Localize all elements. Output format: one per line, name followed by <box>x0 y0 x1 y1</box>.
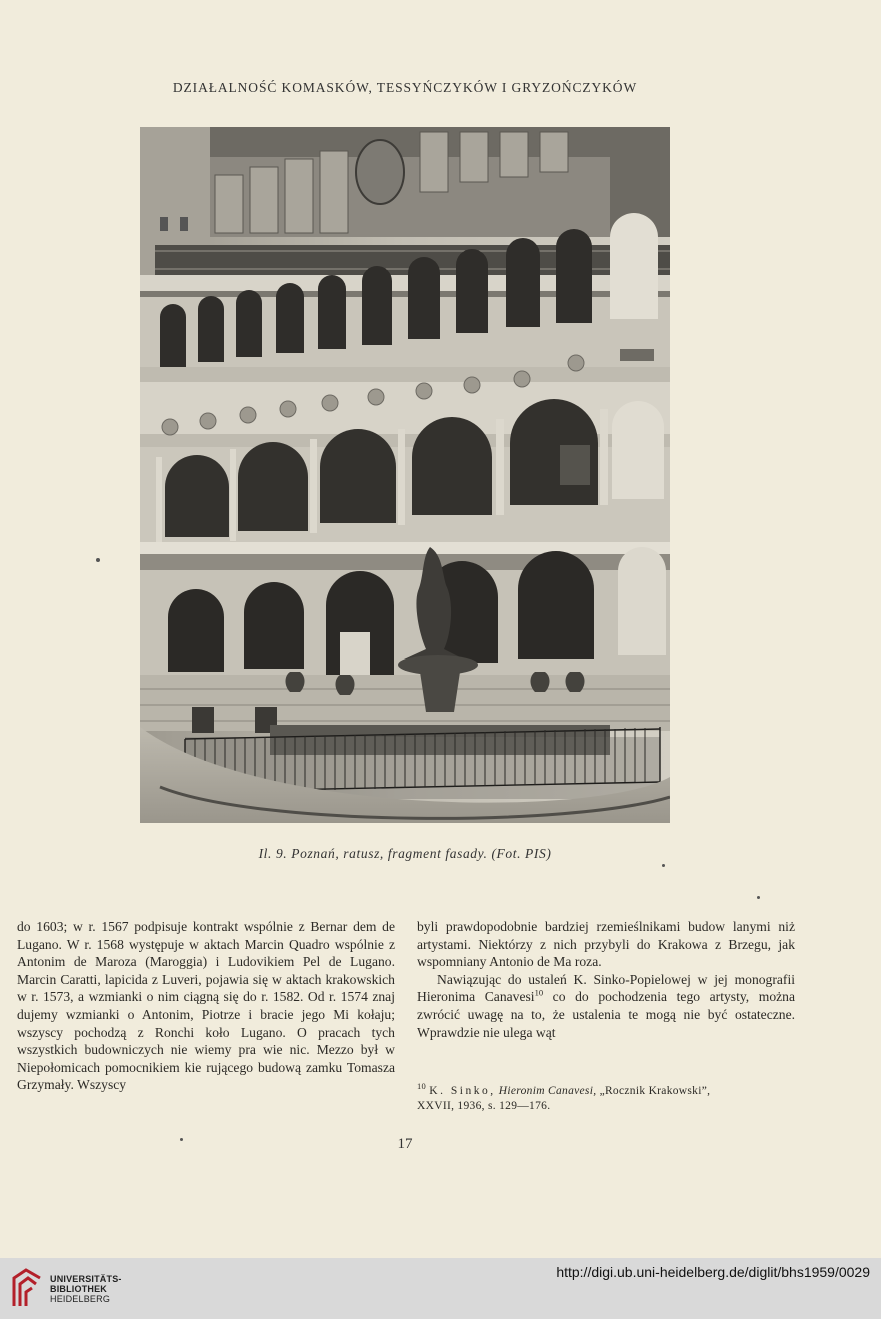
right-text-column <box>417 918 795 1041</box>
running-head: DZIAŁALNOŚĆ KOMASKÓW, TESSYŃCZYKÓW I GRYZOŃCZYKÓW <box>172 80 638 95</box>
left-paragraph <box>17 918 395 1094</box>
left-text-column <box>17 918 395 1094</box>
text-line: roza. <box>574 954 602 970</box>
footnote-reference[interactable]: 10 <box>534 987 544 998</box>
text-line: tego artysty, można zwrócić uwagę na to, że ustalenia <box>417 989 796 1022</box>
library-logo-text <box>50 1274 122 1304</box>
text-line: i Ludovikiem Pel de Lugano. Marcin Caratti, lapicida <box>17 954 395 987</box>
text-line: wie nic. Mezzo był w Niepołomicach pomocnikiem kie <box>17 1042 395 1075</box>
text-line: rującego budową zamku Tomasza Grzymały. Wszyscy <box>17 1059 396 1093</box>
university-library-logo-icon[interactable] <box>10 1266 44 1310</box>
text-line: dem de Lugano. W r. 1568 występuje w aktach Marcin <box>17 919 396 952</box>
footnote <box>417 1081 795 1114</box>
logo-line: HEIDELBERG <box>50 1294 111 1304</box>
paper-speck <box>757 896 760 899</box>
logo-line: UNIVERSITÄTS- <box>50 1274 122 1284</box>
footnote-line-1 <box>417 1081 795 1099</box>
right-paragraph-1 <box>417 918 795 971</box>
page-number: 17 <box>397 1136 413 1152</box>
text-line: Krakowa z Brzegu, jak wspomniany Antonio de Ma <box>417 936 795 970</box>
paper-speck <box>180 1138 183 1141</box>
footnote-line-2: XXVII, 1936, s. 129—176. <box>417 1100 551 1112</box>
library-footer-bar <box>0 1258 881 1319</box>
footnote-number: 10 <box>417 1081 427 1092</box>
text-line: z Luveri, pojawia się w aktach krakowskich w r. 1573, <box>17 971 395 1005</box>
text-line: Nawiązując do ustaleń K. Sinko-Popielowej w jej <box>437 971 735 987</box>
text-line: a wzmianki o nim ciągną się do r. 1582. Od r. 1574 znaj <box>78 989 395 1005</box>
figure-caption: Il. 9. Poznań, ratusz, fragment fasady. (Fot. PIS) <box>258 846 552 861</box>
paper-speck <box>96 558 100 562</box>
town-hall-facade-photo <box>140 127 670 823</box>
text-line: do 1603; w r. 1567 podpisuje kontrakt wspólnie z Bernar <box>17 919 348 934</box>
text-line: kołaju; wszyscy pochodzą z Ronchi koło Lugano. O <box>17 1006 395 1040</box>
right-paragraph-2 <box>417 971 795 1041</box>
text-line: byli prawdopodobnie bardziej rzemieślnikami budow <box>417 919 726 934</box>
text-line: dujemy wzmianki o Antonim, Piotrze i bracie jego Mi <box>17 1006 350 1022</box>
footnote-title: Hieronim Canavesi, <box>498 1085 597 1097</box>
text-line: Quadro wspólnie z Antonim de Maroza (Maroggia) <box>17 936 395 970</box>
paper-speck <box>662 864 665 867</box>
footnote-author: K. Sinko, <box>429 1085 496 1097</box>
footnote-journal: „Rocznik Krakowski”, <box>599 1085 711 1097</box>
text-line: te mogą nie być ostateczne. Wprawdzie nie ulega wąt <box>417 1006 796 1040</box>
logo-line: BIBLIOTHEK <box>50 1284 107 1294</box>
text-line: lanymi niż artystami. Niektórzy z nich przybyli do <box>417 919 795 952</box>
permalink-url[interactable]: http://digi.ub.uni-heidelberg.de/diglit/bhs1959/0029 <box>556 1264 870 1280</box>
text-line: pracach tych wszystkich budowniczych nie wiemy pra <box>17 1024 395 1058</box>
text-line: co do pochodzenia <box>543 989 677 1005</box>
text-line: monografii Hieronima Canavesi <box>417 971 795 1005</box>
